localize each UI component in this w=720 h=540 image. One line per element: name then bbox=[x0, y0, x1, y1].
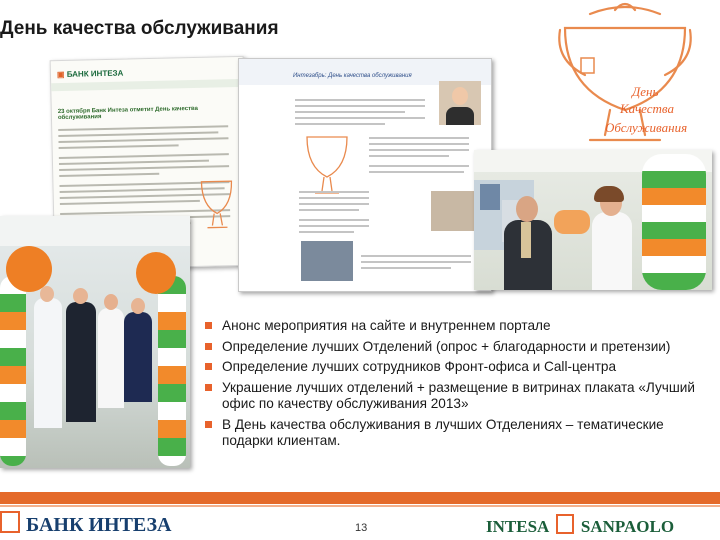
page-number: 13 bbox=[355, 522, 368, 534]
text-line bbox=[369, 149, 469, 151]
logo-mark-icon bbox=[0, 511, 20, 533]
text-line bbox=[369, 143, 469, 145]
portal-header: Интезабрь: День качества обслуживания bbox=[293, 73, 412, 79]
text-line bbox=[295, 105, 425, 107]
text-line bbox=[369, 155, 449, 157]
text-line bbox=[299, 231, 354, 233]
bullet-square-icon bbox=[205, 384, 212, 391]
text-line bbox=[369, 165, 469, 167]
text-line bbox=[58, 125, 228, 131]
text-line bbox=[59, 153, 229, 159]
trophy-icon bbox=[535, 0, 720, 150]
portal-portrait bbox=[439, 81, 481, 125]
website-menu bbox=[51, 79, 243, 91]
portal-screenshot bbox=[238, 58, 492, 292]
text-line bbox=[295, 111, 405, 113]
banca-intesa-logo bbox=[0, 511, 172, 537]
trophy-text-2: Качества bbox=[620, 101, 674, 116]
text-line bbox=[361, 267, 451, 269]
text-line bbox=[59, 165, 229, 171]
event-photo bbox=[474, 150, 712, 290]
bullet-item bbox=[205, 417, 705, 450]
text-line bbox=[299, 203, 369, 205]
bullet-text: В День качества обслуживания в лучших Отделениях – тематические подарки клиентам. bbox=[222, 416, 664, 448]
footer-bar bbox=[0, 492, 720, 504]
text-line bbox=[361, 261, 471, 263]
bullet-square-icon bbox=[205, 363, 212, 370]
text-line bbox=[299, 219, 369, 221]
bullet-text: Анонс мероприятия на сайте и внутреннем портале bbox=[222, 318, 551, 333]
trophy-text-1: День bbox=[632, 84, 659, 99]
text-line bbox=[60, 200, 200, 205]
bullet-item bbox=[205, 380, 705, 413]
text-line bbox=[369, 137, 469, 139]
bullet-square-icon bbox=[205, 322, 212, 329]
text-line bbox=[295, 123, 385, 125]
text-line bbox=[295, 117, 425, 119]
trophy-text-3: Обслуживания bbox=[605, 120, 688, 135]
text-line bbox=[299, 225, 369, 227]
bullet-square-icon bbox=[205, 343, 212, 350]
right-logo-part1: INTESA bbox=[486, 517, 549, 536]
team-photo bbox=[0, 216, 190, 468]
bullet-item bbox=[205, 339, 705, 356]
bullet-text: Украшение лучших отделений + размещение в витринах плаката «Лучший офис по качеству обслуживания 2013» bbox=[222, 379, 695, 411]
bullet-list bbox=[205, 318, 705, 454]
slide-title: День качества обслуживания bbox=[0, 18, 279, 39]
text-line bbox=[59, 173, 159, 177]
text-line bbox=[299, 209, 359, 211]
bullet-item bbox=[205, 318, 705, 335]
bullet-text: Определение лучших сотрудников Фронт-офиса и Call-центра bbox=[222, 359, 617, 374]
bullet-square-icon bbox=[205, 421, 212, 428]
logo-mark-icon bbox=[556, 514, 574, 534]
text-line bbox=[361, 255, 471, 257]
text-line bbox=[295, 99, 425, 101]
trophy-illustration bbox=[535, 0, 720, 150]
footer-divider bbox=[0, 505, 720, 507]
bullet-item bbox=[205, 359, 705, 376]
text-line bbox=[58, 137, 228, 143]
text-line bbox=[59, 144, 179, 149]
right-logo-part2: SANPAOLO bbox=[580, 517, 675, 536]
text-line bbox=[369, 171, 464, 173]
website-logo-text: БАНК ИНТЕЗА bbox=[66, 68, 124, 79]
text-line bbox=[59, 160, 209, 165]
mini-trophy-icon bbox=[191, 175, 242, 236]
text-line bbox=[299, 197, 369, 199]
intesa-sanpaolo-logo bbox=[486, 514, 674, 537]
portal-photo bbox=[301, 241, 353, 281]
text-line bbox=[58, 131, 218, 137]
website-logo: ▣ БАНК ИНТЕЗА bbox=[56, 68, 124, 80]
bullet-text: Определение лучших Отделений (опрос + благодарности и претензии) bbox=[222, 338, 671, 354]
website-headline: 23 октября Банк Интеза отметит День качества обслуживания bbox=[57, 105, 199, 122]
left-logo-text: БАНК ИНТЕЗА bbox=[26, 514, 172, 536]
text-line bbox=[299, 191, 369, 193]
